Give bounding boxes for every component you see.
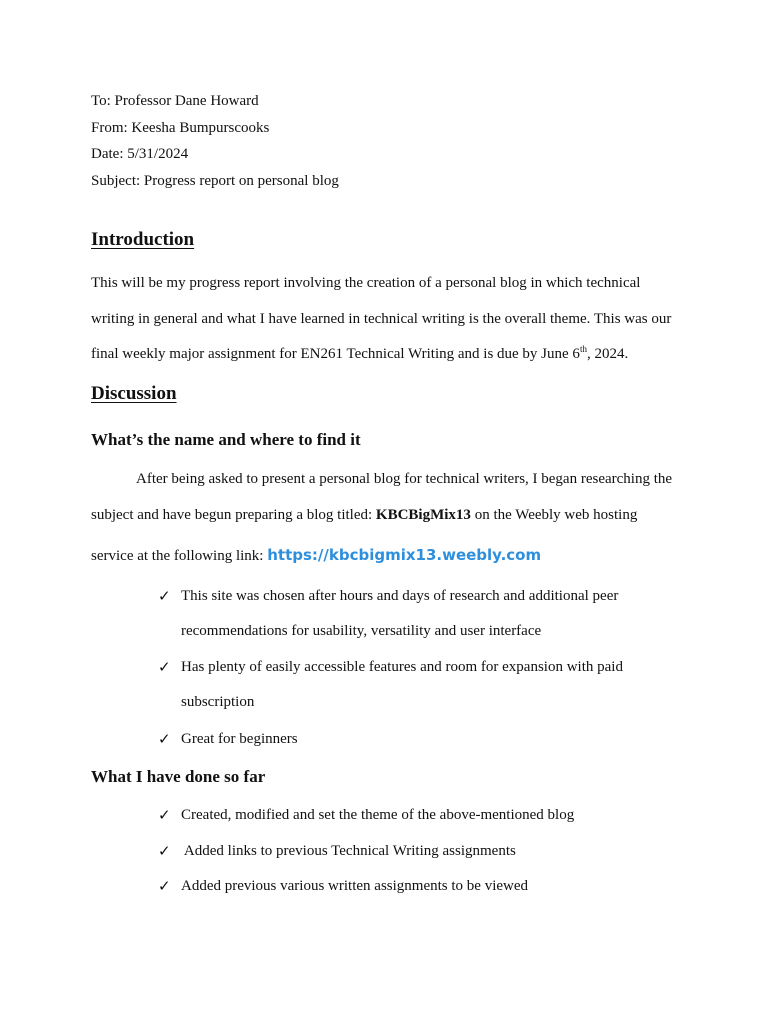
intro-line-2: writing in general and what I have learned in technical writing is the overall theme. This was our: [91, 311, 672, 327]
list-item: Has plenty of easily accessible features and room for expansion with paid: [181, 659, 623, 675]
discussion-line-2-end: on the Weebly web hosting: [470, 507, 638, 523]
discussion-line-2: [91, 507, 637, 524]
memo-date: Date: 5/31/2024: [91, 146, 189, 162]
intro-line-3: [91, 346, 628, 363]
intro-line-3-end: , 2024.: [586, 346, 629, 362]
list-item: Great for beginners: [181, 731, 298, 747]
introduction-heading: Introduction: [91, 229, 195, 250]
section-heading-name-location: What’s the name and where to find it: [91, 430, 361, 449]
intro-line-3-text: final weekly major assignment for EN261 Technical Writing and is due by June 6: [91, 346, 580, 362]
discussion-heading: Discussion: [91, 383, 177, 404]
list-item-continuation: subscription: [181, 694, 255, 710]
blog-title: KBCBigMix13: [375, 507, 471, 523]
list-item: Added links to previous Technical Writing assignments: [181, 843, 516, 859]
memo-from: From: Keesha Bumpurscooks: [91, 120, 270, 136]
discussion-line-3: [91, 546, 541, 565]
memo-subject: Subject: Progress report on personal blog: [91, 173, 339, 189]
section-heading-progress: What I have done so far: [91, 767, 266, 786]
list-item: Added previous various written assignments to be viewed: [181, 878, 529, 894]
discussion-line-3-text: service at the following link:: [91, 548, 268, 564]
checkmark-icon: ✓: [158, 589, 171, 605]
checkmark-icon: ✓: [158, 879, 171, 895]
memo-to: To: Professor Dane Howard: [91, 93, 259, 109]
list-item: Created, modified and set the theme of the above-mentioned blog: [181, 807, 575, 823]
discussion-line-2-text: subject and have begun preparing a blog titled:: [91, 507, 376, 523]
checkmark-icon: ✓: [158, 844, 171, 860]
checkmark-icon: ✓: [158, 732, 171, 748]
discussion-line-1: After being asked to present a personal blog for technical writers, I began researching the: [136, 471, 673, 487]
list-item-continuation: recommendations for usability, versatility and user interface: [181, 623, 542, 639]
checkmark-icon: ✓: [158, 808, 171, 824]
intro-line-1: This will be my progress report involving the creation of a personal blog in which technical: [91, 275, 641, 291]
ordinal-suffix: th: [579, 344, 587, 354]
blog-link[interactable]: https://kbcbigmix13.weebly.com: [267, 546, 542, 564]
list-item: This site was chosen after hours and days of research and additional peer: [181, 588, 619, 604]
checkmark-icon: ✓: [158, 660, 171, 676]
